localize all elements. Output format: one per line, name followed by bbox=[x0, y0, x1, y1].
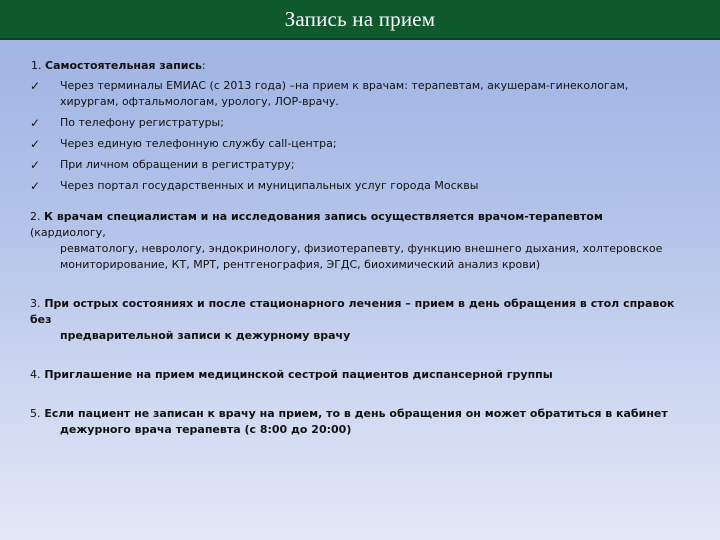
check-icon: ✓ bbox=[30, 179, 41, 193]
content-area bbox=[30, 58, 682, 438]
list-item bbox=[30, 115, 682, 131]
section-4-text: Приглашение на прием медицинской сестрой пациентов диспансерной группы bbox=[44, 368, 553, 381]
section-2-line1 bbox=[30, 209, 682, 241]
list-item-text: Через терминалы ЕМИАС (с 2013 года) –на прием к врачам: терапевтам, акушерам-гинекологам, bbox=[60, 79, 629, 92]
section-2-line2: ревматологу, неврологу, эндокринологу, физиотерапевту, функцию внешнего дыхания, холтеровское bbox=[60, 242, 663, 255]
list-item-text: При личном обращении в регистратуру; bbox=[60, 158, 295, 171]
section-specialist-booking bbox=[30, 209, 682, 273]
section-3-line1 bbox=[30, 296, 682, 328]
section-acute-cases bbox=[30, 296, 682, 344]
list-item-text-cont: хирургам, офтальмологам, урологу, ЛОР-врачу. bbox=[60, 95, 339, 108]
list-item bbox=[30, 136, 682, 152]
section-3-line2: предварительной записи к дежурному врачу bbox=[60, 329, 351, 342]
section-1-heading bbox=[30, 58, 682, 74]
list-item-text: Через портал государственных и муниципальных услуг города Москвы bbox=[60, 179, 479, 192]
check-icon: ✓ bbox=[30, 158, 41, 172]
list-item bbox=[30, 157, 682, 173]
section-2-rest: (кардиологу, bbox=[30, 226, 106, 239]
section-5-number: 5. bbox=[30, 407, 41, 420]
section-4-line1 bbox=[30, 367, 682, 383]
section-5-text: Если пациент не записан к врачу на прием, то в день обращения он может обратиться в кабинет bbox=[44, 407, 668, 420]
section-1-colon: : bbox=[201, 59, 206, 72]
section-nurse-invitation bbox=[30, 367, 682, 383]
self-booking-list bbox=[30, 78, 682, 194]
list-item-text: По телефону регистратуры; bbox=[60, 116, 224, 129]
section-1-number: 1. bbox=[31, 59, 42, 72]
list-item-text: Через единую телефонную службу call-центра; bbox=[60, 137, 337, 150]
list-item bbox=[30, 78, 682, 110]
check-icon: ✓ bbox=[30, 79, 41, 93]
check-icon: ✓ bbox=[30, 137, 41, 151]
section-4-number: 4. bbox=[30, 368, 41, 381]
check-icon: ✓ bbox=[30, 116, 41, 130]
page-title: Запись на прием bbox=[284, 6, 436, 31]
section-3-text: При острых состояниях и после стационарного лечения – прием в день обращения в стол справок без bbox=[30, 297, 675, 326]
section-1-title: Самостоятельная запись bbox=[45, 59, 202, 72]
section-5-line1 bbox=[30, 406, 682, 422]
section-2-line3: мониторирование, КТ, МРТ, рентгенография, ЭГДС, биохимический анализ крови) bbox=[60, 258, 541, 271]
section-2-number: 2. bbox=[30, 210, 41, 223]
list-item bbox=[30, 178, 682, 194]
section-not-booked bbox=[30, 406, 682, 438]
section-5-line2: дежурного врача терапевта (с 8:00 до 20:00) bbox=[60, 423, 352, 436]
section-3-number: 3. bbox=[30, 297, 41, 310]
title-bar bbox=[0, 0, 720, 40]
section-self-booking bbox=[30, 58, 682, 194]
section-2-bold-text: К врачам специалистам и на исследования запись осуществляется врачом-терапевтом bbox=[44, 210, 603, 223]
